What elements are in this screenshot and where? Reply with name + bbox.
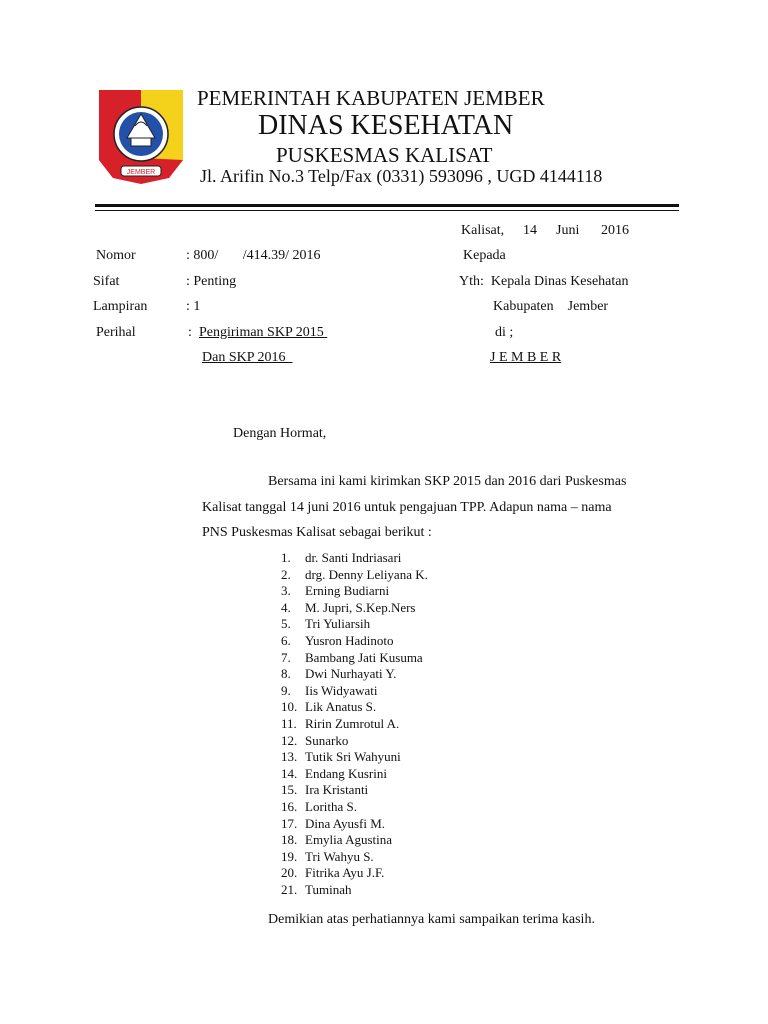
paragraph-line-1: Bersama ini kami kirimkan SKP 2015 dan 2016 dari Puskesmas	[268, 474, 627, 489]
lampiran-value: : 1	[186, 299, 201, 314]
list-item	[281, 865, 428, 882]
list-item-name: Dwi Nurhayati Y.	[305, 666, 397, 682]
list-item-name: Ira Kristanti	[305, 782, 369, 798]
list-item	[281, 716, 428, 733]
recipient-city: J E M B E R	[490, 350, 562, 365]
nomor-value: : 800/ /414.39/ 2016	[186, 248, 321, 263]
list-item-number: 19.	[281, 848, 298, 864]
list-item	[281, 699, 428, 716]
date-year: 2016	[601, 223, 629, 238]
list-item-number: 17.	[281, 815, 298, 831]
list-item-name: Iis Widyawati	[305, 682, 378, 698]
list-item-number: 3.	[281, 583, 291, 599]
list-item	[281, 683, 428, 700]
list-item-number: 12.	[281, 732, 298, 748]
list-item-name: Endang Kusrini	[305, 765, 387, 781]
recipient-kepada: Kepada	[463, 248, 506, 263]
list-item-number: 11.	[281, 715, 297, 731]
closing-line: Demikian atas perhatiannya kami sampaikan terima kasih.	[268, 912, 595, 927]
list-item	[281, 550, 428, 567]
list-item-name: Tri Yuliarsih	[305, 616, 371, 632]
list-item-number: 9.	[281, 682, 291, 698]
header-agency: DINAS KESEHATAN	[258, 110, 514, 141]
paragraph-line-2: Kalisat tanggal 14 juni 2016 untuk pengajuan TPP. Adapun nama – nama	[202, 500, 612, 515]
jember-regency-logo	[95, 88, 187, 186]
perihal-value-line1: Pengiriman SKP 2015	[199, 325, 328, 340]
nomor-label: Nomor	[96, 248, 136, 263]
lampiran-label: Lampiran	[93, 299, 148, 314]
list-item	[281, 816, 428, 833]
recipient-kabupaten: Kabupaten Jember	[493, 299, 609, 314]
list-item-number: 1.	[281, 550, 291, 565]
list-item	[281, 666, 428, 683]
perihal-value-line2: Dan SKP 2016	[202, 350, 293, 365]
list-item-number: 13.	[281, 749, 298, 765]
header-address: Jl. Arifin No.3 Telp/Fax (0331) 593096 , UGD 4144118	[200, 166, 603, 186]
greeting: Dengan Hormat,	[233, 426, 327, 441]
list-item-number: 21.	[281, 881, 298, 897]
list-item-name: drg. Denny Leliyana K.	[305, 566, 428, 582]
list-item	[281, 749, 428, 766]
list-item	[281, 849, 428, 866]
list-item-name: Bambang Jati Kusuma	[305, 649, 423, 665]
date-day: 14	[523, 223, 537, 238]
sifat-label: Sifat	[93, 274, 120, 289]
list-item	[281, 882, 428, 899]
list-item-name: Ririn Zumrotul A.	[305, 715, 400, 731]
list-item	[281, 600, 428, 617]
list-item-name: Dina Ayusfi M.	[305, 815, 386, 831]
list-item-number: 6.	[281, 632, 291, 648]
header-rule-thin	[95, 210, 679, 211]
list-item-name: Yusron Hadinoto	[305, 632, 394, 648]
list-item-number: 20.	[281, 865, 298, 881]
list-item-name: Loritha S.	[305, 798, 357, 814]
list-item-name: Sunarko	[305, 732, 349, 748]
list-item-name: dr. Santi Indriasari	[305, 550, 402, 565]
list-item	[281, 650, 428, 667]
list-item-name: Tri Wahyu S.	[305, 848, 374, 864]
logo-text: JEMBER	[126, 169, 156, 176]
list-item	[281, 616, 428, 633]
list-item-name: M. Jupri, S.Kep.Ners	[305, 599, 416, 615]
list-item	[281, 782, 428, 799]
list-item	[281, 733, 428, 750]
list-item	[281, 832, 428, 849]
perihal-colon: :	[188, 325, 192, 340]
recipient-yth: Yth: Kepala Dinas Kesehatan	[459, 274, 629, 289]
list-item-number: 10.	[281, 699, 298, 715]
list-item-number: 14.	[281, 765, 298, 781]
list-item-number: 18.	[281, 832, 298, 848]
list-item-name: Fitrika Ayu J.F.	[305, 865, 385, 881]
sifat-value: : Penting	[186, 274, 237, 289]
list-item-number: 7.	[281, 649, 291, 665]
list-item-number: 16.	[281, 798, 298, 814]
list-item-number: 15.	[281, 782, 298, 798]
paragraph-line-3: PNS Puskesmas Kalisat sebagai berikut :	[202, 525, 432, 540]
date-month: Juni	[556, 223, 580, 238]
list-item-name: Lik Anatus S.	[305, 699, 377, 715]
list-item	[281, 799, 428, 816]
list-item	[281, 633, 428, 650]
list-item	[281, 567, 428, 584]
header-rule-thick	[95, 204, 679, 207]
list-item-number: 5.	[281, 616, 291, 632]
employee-name-list	[281, 550, 428, 898]
header-puskesmas: PUSKESMAS KALISAT	[276, 143, 493, 167]
list-item-name: Emylia Agustina	[305, 832, 393, 848]
list-item-number: 8.	[281, 666, 291, 682]
recipient-di: di ;	[495, 325, 514, 340]
list-item-number: 4.	[281, 599, 291, 615]
list-item	[281, 583, 428, 600]
list-item-name: Erning Budiarni	[305, 583, 390, 599]
list-item-number: 2.	[281, 566, 291, 582]
list-item	[281, 766, 428, 783]
list-item-name: Tutik Sri Wahyuni	[305, 749, 401, 765]
date-place: Kalisat,	[461, 223, 505, 238]
header-government: PEMERINTAH KABUPATEN JEMBER	[197, 86, 545, 110]
list-item-name: Tuminah	[305, 881, 352, 897]
perihal-label: Perihal	[96, 325, 136, 340]
